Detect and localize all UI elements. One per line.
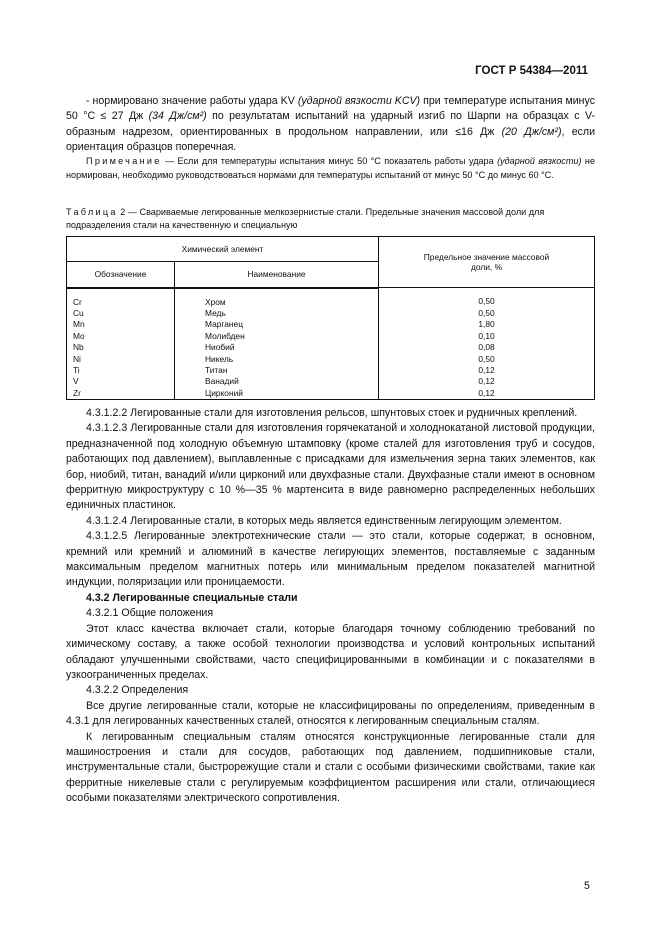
caption-label: Таблица bbox=[66, 207, 118, 217]
table-row bbox=[67, 354, 595, 365]
text: при температуре испытания минус 50 °С ≤ 27 Дж bbox=[66, 95, 596, 123]
text: (ударной вязкости KCV) bbox=[297, 95, 421, 107]
clause-4-3-1-2-5: 4.3.1.2.5 Легированные электротехнические стали — это стали, которые содержат, в основном, кремний или кремний и алюминий в качестве легирующих элементов, поставляемые с заданным максимальным пределом магнитных потерь или минимальным пределом показателей магнитной индукции, поляризации или проницаемости. bbox=[66, 530, 595, 589]
section-heading-4-3-2: 4.3.2 Легированные специальные стали bbox=[86, 591, 298, 604]
cell-name: Хром bbox=[175, 288, 379, 308]
text: по результатам испытаний на ударный изгиб по Шарпи на образцах с V-образным надрезом, ориентированных в продольном направлении, или ≤16 Дж bbox=[66, 110, 595, 138]
paragraph: Этот класс качества включает стали, которые благодаря точному соблюдению требований по химическому составу, а также особой технологии производства и условий контрольных испытаний обладают улучшенными свойствами, часто специфицированными в комбинации и с показателями в узкоограниченных пределах. bbox=[66, 622, 595, 681]
note bbox=[66, 155, 595, 182]
text: (34 Дж/см²) bbox=[148, 110, 207, 123]
text: - нормировано значение работы удара KV bbox=[86, 95, 298, 107]
header-name: Наименование bbox=[175, 262, 379, 288]
page-number: 5 bbox=[584, 880, 590, 892]
cell-name: Ванадий bbox=[175, 376, 379, 387]
header-limit: Предельное значение массовой доли, % bbox=[379, 237, 595, 288]
cell-name: Цирконий bbox=[175, 388, 379, 400]
table-row bbox=[67, 288, 595, 308]
cell-name: Никель bbox=[175, 354, 379, 365]
document-code: ГОСТ Р 54384—2011 bbox=[475, 65, 588, 77]
cell-value: 0,12 bbox=[379, 388, 595, 400]
clause-4-3-1-2-4: 4.3.1.2.4 Легированные стали, в которых медь является единственным легирующим элементом. bbox=[86, 514, 562, 527]
note-label: Примечание bbox=[86, 156, 162, 166]
text: , если ориентация образцов поперечная. bbox=[66, 125, 596, 154]
paragraph: К легированным специальным сталям относятся конструкционные легированные стали для машиностроения и стали для сосудов, работающих под давлением, подшипниковые стали, инструментальные стали, быстрорежущие стали и стали с особыми физическими свойствами, такие как ферритные никелевые стали с регулируемым коэффициентом расширения или стали, отличающиеся особыми показателями электрического сопротивления. bbox=[66, 730, 595, 805]
table-row bbox=[67, 308, 595, 319]
cell-name: Ниобий bbox=[175, 342, 379, 353]
header-symbol: Обозначение bbox=[67, 262, 175, 288]
cell-symbol: V bbox=[67, 376, 175, 387]
cell-symbol: Mn bbox=[67, 319, 175, 330]
cell-name: Титан bbox=[175, 365, 379, 376]
cell-symbol: Mo bbox=[67, 331, 175, 342]
cell-symbol: Ti bbox=[67, 365, 175, 376]
cell-symbol: Ni bbox=[67, 354, 175, 365]
cell-symbol: Cr bbox=[67, 288, 175, 308]
text: (20 Дж/см²) bbox=[501, 125, 562, 138]
cell-name: Марганец bbox=[175, 319, 379, 330]
cell-symbol: Nb bbox=[67, 342, 175, 353]
paragraph: Все другие легированные стали, которые не классифицированы по определениям, приведенным в 4.3.1 для легированных качественных сталей, относятся к легированным специальным сталям. bbox=[66, 699, 595, 728]
cell-name: Молибден bbox=[175, 331, 379, 342]
text: не нормирован, необходимо руководствоваться нормами для температуры испытаний от минус 50 °С до минус 60 °С. bbox=[66, 156, 595, 180]
table-caption bbox=[66, 206, 595, 231]
cell-value: 1,80 bbox=[379, 319, 595, 330]
subheading-4-3-2-2: 4.3.2.2 Определения bbox=[86, 684, 189, 697]
cell-value: 0,12 bbox=[379, 365, 595, 376]
table-row bbox=[67, 388, 595, 400]
requirement-paragraph bbox=[66, 94, 595, 156]
table-row bbox=[67, 376, 595, 387]
alloy-limits-table bbox=[66, 236, 595, 400]
cell-value: 0,50 bbox=[379, 288, 595, 308]
table-row bbox=[67, 331, 595, 342]
table-row bbox=[67, 319, 595, 330]
body-text bbox=[66, 406, 595, 807]
header-element: Химический элемент bbox=[67, 237, 379, 262]
cell-name: Медь bbox=[175, 308, 379, 319]
subheading-4-3-2-1: 4.3.2.1 Общие положения bbox=[86, 607, 214, 620]
cell-symbol: Cu bbox=[67, 308, 175, 319]
table-row bbox=[67, 342, 595, 353]
text: — Если для температуры испытания минус 50 °С показатель работы удара bbox=[161, 156, 498, 166]
text: (ударной вязкости) bbox=[497, 156, 582, 166]
cell-value: 0,50 bbox=[379, 308, 595, 319]
caption-text: 2 — Свариваемые легированные мелкозернистые стали. Предельные значения массовой доли для подразделения стали на качественную и специальную bbox=[66, 207, 545, 230]
cell-value: 0,10 bbox=[379, 331, 595, 342]
cell-value: 0,12 bbox=[379, 376, 595, 387]
table-row bbox=[67, 365, 595, 376]
clause-4-3-1-2-2: 4.3.1.2.2 Легированные стали для изготовления рельсов, шпунтовых стоек и рудничных креплений. bbox=[86, 407, 578, 419]
cell-symbol: Zr bbox=[67, 388, 175, 400]
cell-value: 0,50 bbox=[379, 354, 595, 365]
cell-value: 0,08 bbox=[379, 342, 595, 353]
clause-4-3-1-2-3: 4.3.1.2.3 Легированные стали для изготовления горячекатаной и холоднокатаной листовой продукции, предназначенной под холодную объемную штамповку (кроме сталей для изготовления труб и сосудов, работающих под давлением), выплавленные с присадками для измельчения зерна таких элементов, как бор, ниобий, титан, ванадий и/или цирконий или двухфазные стали. Двухфазные стали имеют в основном ферритную микроструктуру с 10 %—35 % мартенсита в виде равномерно распределенных небольших единичных пластинок. bbox=[66, 422, 595, 512]
